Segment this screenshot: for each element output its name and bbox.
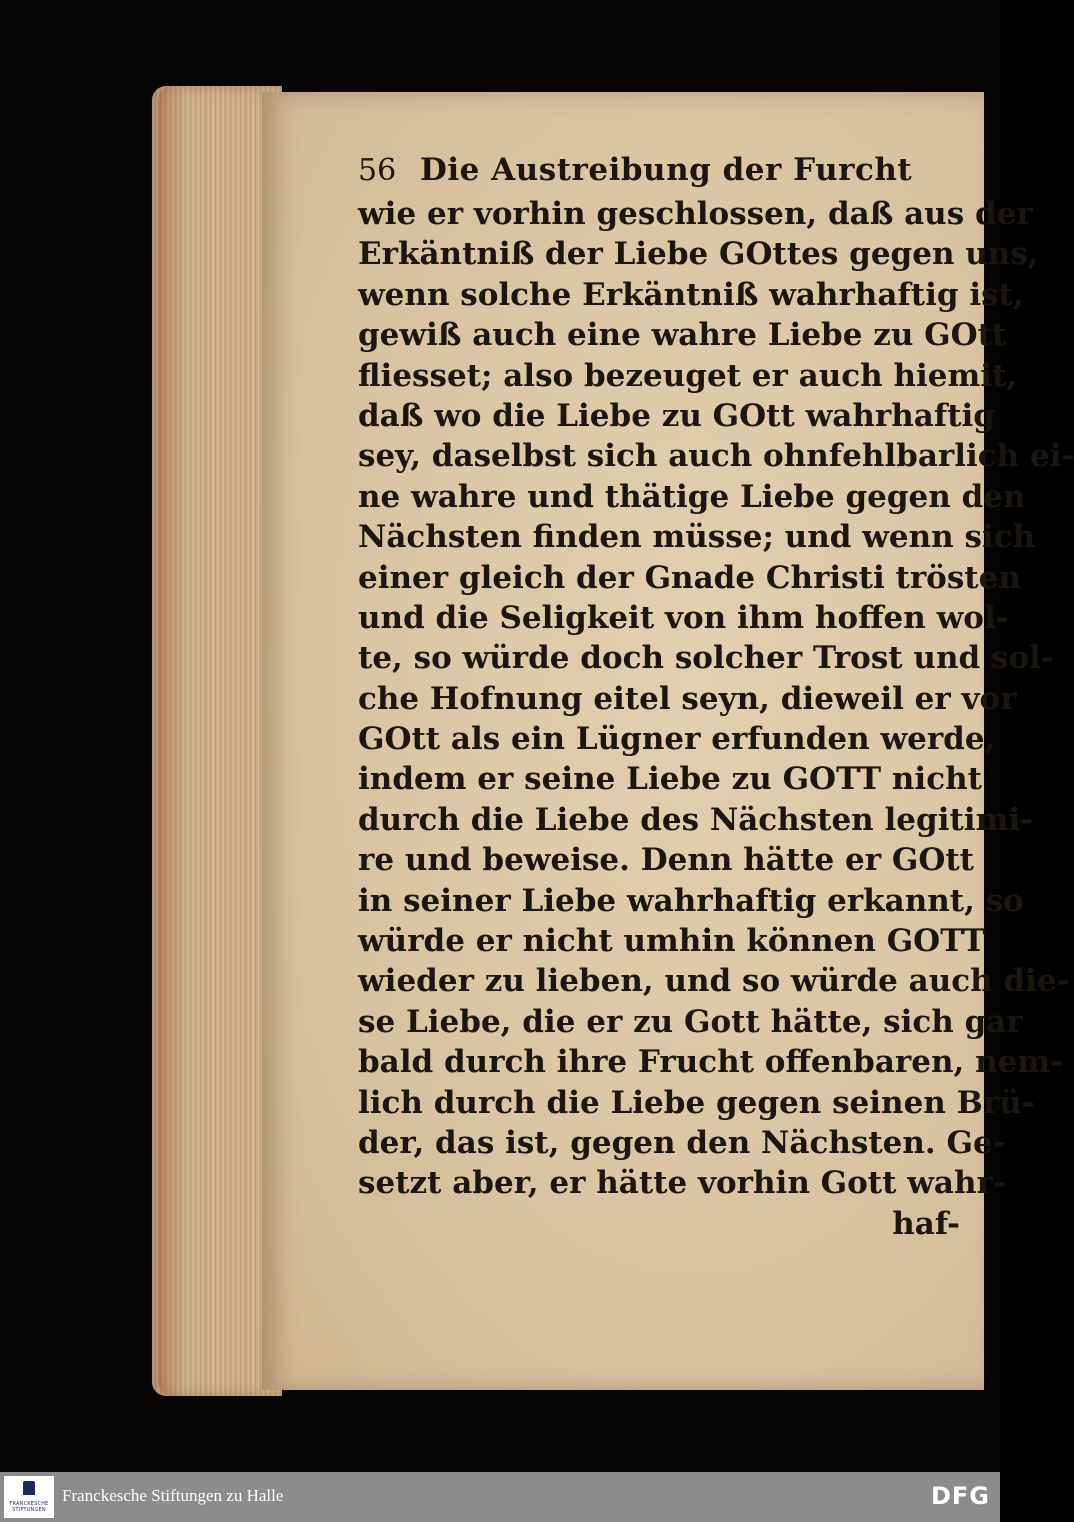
text-line: in seiner Liebe wahrhaftig erkannt, so [358, 882, 1024, 919]
franckesche-stiftungen-logo[interactable] [4, 1476, 54, 1518]
text-line: te, so würde doch solcher Trost und sol- [358, 640, 1054, 677]
text-line: bald durch ihre Frucht offenbaren, nem- [358, 1044, 1064, 1081]
text-line: lich durch die Liebe gegen seinen Brü- [358, 1084, 1035, 1121]
page-number: 56 [358, 153, 397, 188]
text-line: re und beweise. Denn hätte er GOtt [358, 842, 974, 879]
page-header [358, 150, 960, 194]
footer-bar [0, 1472, 1000, 1522]
page-text [358, 150, 1074, 1244]
text-line: wie er vorhin geschlossen, daß aus der [358, 196, 1033, 232]
building-icon [23, 1481, 35, 1495]
body-text [358, 194, 1074, 1204]
logo-lettering: FRANCKESCHE STIFTUNGEN [9, 1501, 49, 1513]
text-line: gewiß auch eine wahre Liebe zu GOtt [358, 317, 1007, 354]
text-line: durch die Liebe des Nächsten legitimi- [358, 801, 1034, 838]
text-line: fliesset; also bezeuget er auch hiemit, [358, 357, 1018, 394]
book-page [262, 92, 1074, 1390]
text-line: wieder zu lieben, und so würde auch die- [358, 963, 1070, 1000]
text-line: setzt aber, er hätte vorhin Gott wahr- [358, 1165, 1006, 1202]
text-line: Nächsten finden müsse; und wenn sich [358, 519, 1036, 556]
institution-name: Franckesche Stiftungen zu Halle [62, 1486, 284, 1505]
text-line: che Hofnung eitel seyn, dieweil er vor [358, 680, 1017, 717]
text-line: sey, daselbst sich auch ohnfehlbarlich ei- [358, 438, 1074, 475]
text-line: wenn solche Erkäntniß wahrhaftig ist, [358, 276, 1024, 313]
text-line: einer gleich der Gnade Christi trösten [358, 559, 1021, 596]
text-line: der, das ist, gegen den Nächsten. Ge- [358, 1124, 1006, 1161]
text-line: und die Seligkeit von ihm hoffen wol- [358, 599, 1009, 636]
catchword: haf- [892, 1205, 960, 1242]
text-line: Erkäntniß der Liebe GOttes gegen uns, [358, 236, 1039, 273]
dfg-logo[interactable]: DFG [930, 1482, 990, 1510]
text-line: se Liebe, die er zu Gott hätte, sich gar [358, 1003, 1023, 1040]
text-line: GOtt als ein Lügner erfunden werde, [358, 721, 996, 758]
text-line: würde er nicht umhin können GOTT [358, 923, 986, 960]
text-line: ne wahre und thätige Liebe gegen den [358, 478, 1026, 515]
text-line: indem er seine Liebe zu GOTT nicht [358, 761, 982, 798]
running-head: Die Austreibung der Furcht [420, 152, 913, 188]
text-line: daß wo die Liebe zu GOtt wahrhaftig [358, 397, 995, 434]
